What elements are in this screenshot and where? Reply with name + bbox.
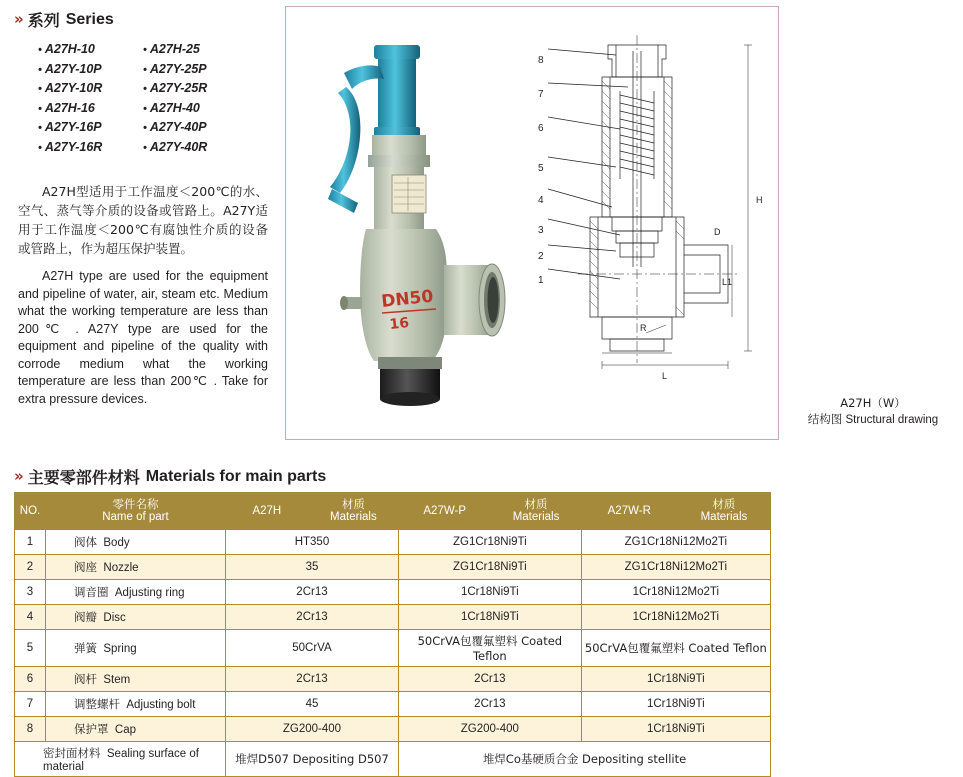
callout-3: 3 — [538, 225, 544, 236]
callout-7: 7 — [538, 89, 544, 100]
series-item-label: A27Y-16R — [44, 139, 103, 154]
series-item-label: A27H-10 — [44, 42, 95, 56]
valve-illustration — [296, 17, 511, 417]
series-item-label: A27Y-10P — [44, 61, 102, 76]
cell-a27h: 2Cr13 — [225, 667, 398, 692]
cell-part-name-cn: 阀体 — [74, 535, 97, 549]
description-paragraph-cn: A27H型适用于工作温度＜200℃的水、空气、蒸气等介质的设备或管路上。A27Y适用于工作温度＜200℃有腐蚀性介质的设备或管路上，作为超压保护装置。 — [18, 184, 268, 256]
cell-part-name-cn: 弹簧 — [74, 641, 97, 655]
table-header-row — [15, 493, 771, 530]
header-part-name-en: Name of part — [102, 511, 169, 523]
cell-part-name — [46, 605, 226, 630]
series-item-label: A27H-16 — [44, 100, 95, 115]
cell-part-name — [46, 580, 226, 605]
cell-sealing-name — [15, 742, 226, 777]
materials-title-en: Materials for main parts — [145, 467, 327, 485]
header-a27h-materials — [308, 493, 398, 530]
table-row — [15, 580, 771, 605]
series-list — [38, 40, 278, 157]
list-item — [143, 118, 248, 138]
header-a27h — [225, 493, 308, 530]
series-heading — [14, 8, 114, 31]
cell-part-name — [46, 667, 226, 692]
cell-part-name-en: Stem — [103, 674, 131, 686]
cell-no: 8 — [15, 717, 46, 742]
cell-part-name-cn: 调音圈 — [74, 585, 109, 599]
list-item — [38, 40, 143, 60]
materials-title-cn: 主要零部件材料 — [27, 468, 140, 487]
cell-a27wp: 1Cr18Ni9Ti — [399, 580, 582, 605]
cell-a27wr: 1Cr18Ni12Mo2Ti — [581, 580, 770, 605]
cell-part-name-cn: 调整螺杆 — [74, 697, 120, 711]
structural-drawing — [516, 17, 771, 387]
cell-a27h: 2Cr13 — [225, 580, 398, 605]
cell-a27wr: 1Cr18Ni9Ti — [581, 667, 770, 692]
series-title-cn: 系列 — [27, 11, 60, 30]
series-item-label: A27H-40 — [149, 100, 200, 115]
series-item-label: A27Y-40R — [149, 139, 208, 154]
bullet-icon: • — [143, 63, 147, 76]
callout-4: 4 — [538, 195, 544, 206]
cell-a27wr: ZG1Cr18Ni12Mo2Ti — [581, 555, 770, 580]
chevron-double-right-icon: » — [14, 467, 22, 485]
list-item — [38, 99, 143, 119]
materials-table — [14, 492, 771, 777]
cell-no: 6 — [15, 667, 46, 692]
header-a27wp — [399, 493, 491, 530]
table-row — [15, 605, 771, 630]
bullet-icon: • — [143, 102, 147, 115]
bullet-icon: • — [38, 102, 42, 115]
svg-text:DN50: DN50 — [380, 286, 435, 312]
list-item — [38, 138, 143, 158]
header-a27wr-materials — [677, 493, 770, 530]
table-row — [15, 667, 771, 692]
svg-text:L: L — [662, 371, 668, 381]
bullet-icon: • — [38, 122, 42, 134]
cell-a27wr: ZG1Cr18Ni12Mo2Ti — [581, 530, 770, 555]
series-item-label: A27Y-16P — [44, 120, 102, 134]
cell-a27wr: 1Cr18Ni9Ti — [581, 692, 770, 717]
list-item — [38, 79, 143, 99]
header-a27wr-mat-cn: 材质 — [712, 497, 736, 511]
cell-part-name — [46, 692, 226, 717]
cell-part-name-en: Spring — [103, 643, 137, 655]
series-item-label: A27H-25 — [149, 42, 200, 56]
cell-a27wp: ZG1Cr18Ni9Ti — [399, 555, 582, 580]
cell-a27wp: 2Cr13 — [399, 667, 582, 692]
cell-part-name — [46, 630, 226, 667]
header-a27wp-mat-en: Materials — [512, 511, 560, 523]
cell-no: 1 — [15, 530, 46, 555]
bullet-icon: • — [143, 44, 147, 56]
svg-text:D: D — [714, 227, 721, 237]
svg-text:L1: L1 — [722, 277, 733, 287]
cell-a27wr: 1Cr18Ni9Ti — [581, 717, 770, 742]
cell-part-name-cn: 阀座 — [74, 560, 97, 574]
cell-sealing-name-cn: 密封面材料 — [43, 746, 101, 760]
list-item — [143, 60, 248, 80]
cell-a27wr: 1Cr18Ni12Mo2Ti — [581, 605, 770, 630]
header-part-name — [46, 493, 226, 530]
cell-part-name — [46, 530, 226, 555]
series-item-label: A27Y-10R — [44, 81, 103, 95]
cell-part-name — [46, 555, 226, 580]
header-no: NO. — [15, 493, 46, 530]
table-row — [15, 630, 771, 667]
cell-a27wr: 50CrVA包覆氟塑料 Coated Teflon — [581, 630, 770, 667]
header-a27wr-mat-en: Materials — [700, 511, 748, 523]
header-a27wp-mat-cn: 材质 — [524, 497, 548, 511]
list-item — [143, 79, 248, 99]
cell-a27h: HT350 — [225, 530, 398, 555]
cell-no: 7 — [15, 692, 46, 717]
series-item-label: A27Y-25P — [149, 61, 207, 76]
table-row — [15, 530, 771, 555]
cell-a27h: ZG200-400 — [225, 717, 398, 742]
chevron-double-right-icon: » — [14, 10, 22, 28]
cell-part-name-en: Nozzle — [103, 562, 139, 574]
header-a27h-mat-en: Materials — [330, 511, 377, 523]
series-item-label: A27Y-40P — [149, 120, 207, 134]
cell-a27h: 2Cr13 — [225, 605, 398, 630]
bullet-icon: • — [143, 83, 147, 95]
cell-part-name — [46, 717, 226, 742]
callout-6: 6 — [538, 123, 544, 134]
bullet-icon: • — [38, 83, 42, 95]
figure-model-label: A27H（W） — [840, 396, 906, 410]
cell-a27h: 45 — [225, 692, 398, 717]
bullet-icon: • — [38, 44, 42, 56]
svg-text:16: 16 — [388, 315, 410, 333]
cell-sealing-a27w: 堆焊Co基硬质合金 Depositing stellite — [399, 742, 771, 777]
series-item-label: A27Y-25R — [149, 81, 208, 95]
callout-8: 8 — [538, 55, 544, 66]
cell-sealing-name-en: Sealing surface of material — [43, 748, 199, 773]
cell-no: 5 — [15, 630, 46, 667]
cell-a27h: 50CrVA — [225, 630, 398, 667]
cell-a27wp: 2Cr13 — [399, 692, 582, 717]
cell-part-name-en: Cap — [114, 724, 136, 736]
table-row — [15, 717, 771, 742]
cell-part-name-cn: 阀瓣 — [74, 610, 97, 624]
svg-text:R: R — [640, 323, 647, 333]
cell-part-name-en: Disc — [103, 612, 126, 624]
callout-1: 1 — [538, 275, 544, 286]
cell-part-name-en: Body — [103, 537, 130, 549]
header-a27wr-model: A27W-R — [607, 504, 651, 517]
cell-part-name-en: Adjusting bolt — [126, 699, 196, 711]
materials-heading — [14, 465, 326, 488]
cell-part-name-cn: 保护罩 — [74, 722, 109, 736]
list-item — [143, 40, 248, 60]
list-item — [143, 99, 248, 119]
cell-a27wp: ZG1Cr18Ni9Ti — [399, 530, 582, 555]
callout-2: 2 — [538, 251, 544, 262]
bullet-icon: • — [38, 63, 42, 76]
cell-a27wp: 1Cr18Ni9Ti — [399, 605, 582, 630]
figure-panel — [285, 6, 939, 440]
header-a27wr — [581, 493, 677, 530]
list-item — [38, 60, 143, 80]
list-item — [143, 138, 248, 158]
svg-text:H: H — [756, 195, 763, 205]
header-a27h-model: A27H — [252, 504, 282, 517]
figure-caption — [783, 395, 963, 428]
header-a27h-mat-cn: 材质 — [341, 497, 365, 511]
figure-caption-en: Structural drawing — [845, 414, 939, 426]
header-a27wp-model: A27W-P — [423, 504, 466, 517]
figure-caption-cn: 结构图 — [807, 412, 843, 426]
header-part-name-cn: 零件名称 — [112, 497, 159, 511]
bullet-icon: • — [143, 141, 147, 154]
callout-5: 5 — [538, 163, 544, 174]
cell-part-name-cn: 阀杆 — [74, 672, 97, 686]
series-title-en: Series — [65, 10, 114, 28]
bullet-icon: • — [143, 122, 147, 134]
table-row — [15, 692, 771, 717]
table-footer-row — [15, 742, 771, 777]
header-a27wp-materials — [491, 493, 581, 530]
cell-no: 2 — [15, 555, 46, 580]
cell-a27h: 35 — [225, 555, 398, 580]
cell-a27wp: ZG200-400 — [399, 717, 582, 742]
cell-sealing-a27h: 堆焊D507 Depositing D507 — [225, 742, 398, 777]
list-item — [38, 118, 143, 138]
bullet-icon: • — [38, 141, 42, 154]
cell-a27wp: 50CrVA包覆氟塑料 Coated Teflon — [399, 630, 582, 667]
cell-part-name-en: Adjusting ring — [114, 587, 185, 599]
description-paragraph-en: A27H type are used for the equipment and pipeline of water, air, steam etc. Medium what the working temperature are less than 200℃ . A27Y type are used for the equipment and pipeline of the quality with corrode medium what the working temperature are less than 200℃ . Take for extra pressure devices. — [18, 269, 268, 406]
table-row — [15, 555, 771, 580]
cell-no: 4 — [15, 605, 46, 630]
cell-no: 3 — [15, 580, 46, 605]
